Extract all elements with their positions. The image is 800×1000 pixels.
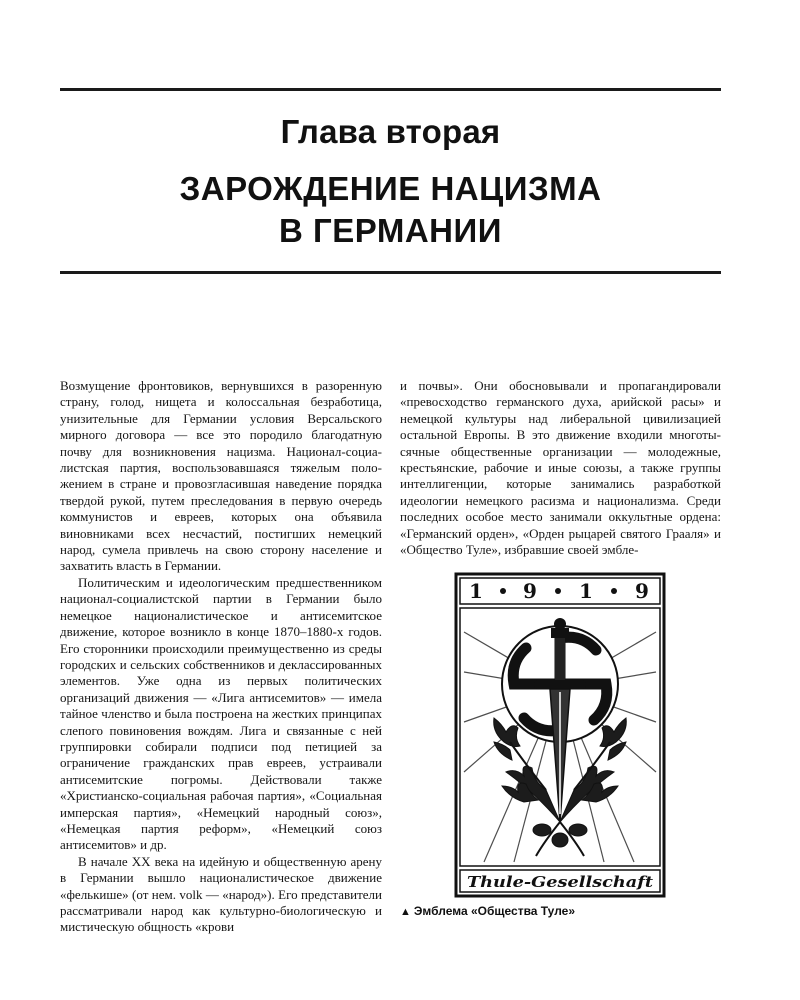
year-digit: 1: [469, 579, 483, 603]
chapter-title: [60, 168, 721, 252]
top-rule: [60, 88, 721, 91]
paragraph: В начале XX века на идейную и общественную арену в Германии вышло националистическое движение «фелькише» (от нем. volk — «народ»). Его представители рассматривали народ как культурно-биологическую и мистическую общность «крови: [60, 853, 382, 935]
chapter-title-line-1: ЗАРОЖДЕНИЕ НАЦИЗМА: [179, 170, 602, 207]
chapter-title-line-2: В ГЕРМАНИИ: [279, 212, 502, 249]
year-digit: 9: [635, 579, 649, 603]
bottom-rule: [60, 271, 721, 274]
emblem-image: [454, 572, 666, 898]
paragraph: и почвы». Они обосновывали и пропагандировали «превосходство германского духа, арийской расы» и немецкой культуры над либеральной цивилизацией остальной Европы. В это движение входили многотысячные общественные организации — молодежные, крестьянские, рабочие и иные союзы, а также группы интеллигенции, которые занимались разработкой идеологии немецкого расизма и национализма. Среди последних особое место занимали оккультные ордена: «Германский орден», «Орден рыцарей святого Грааля» и «Общество Туле», избравшие своей эмбле-: [400, 378, 721, 558]
emblem-bottom-text: Thule-Gesellschaft: [467, 873, 654, 891]
chapter-label: Глава вторая: [280, 113, 501, 150]
thule-society-emblem: [454, 572, 666, 898]
caption-text: Эмблема «Общества Туле»: [413, 904, 576, 918]
right-column: [400, 378, 721, 558]
figure-caption: [400, 904, 575, 918]
year-digit: 1: [579, 579, 593, 603]
paragraph: Политическим и идеологическим предшественником национал-социалистской партии в Германии было немецкое националистическое и антисемитское движение, которое возникло в конце 1870–1880-х годов. Его сторонники происходили преимущественно из среды городских и сельских собственников и деклассированных элементов. Уже одна из первых политических организаций движения — «Лига антисемитов» — имела тайное членство и была построена на жестких принципах слепого повиновения вождям. Лига и связанные с ней группировки собирали подписи под петицией за ограничение гражданских прав евреев, устраивали антисемитские погромы. Действовали также «Христианско-социальная рабочая партия», «Социальная имперская партия», «Немецкий народный союз», «Немецкая партия реформ», «Немецкий союз антисемитов» и др.: [60, 574, 382, 853]
year-digit: 9: [523, 579, 537, 603]
paragraph: Возмущение фронтовиков, вернувшихся в разоренную страну, голод, нищета и колоссальная безработица, унизительные для Германии условия Версальского мирного договора — все это породило благодатную почву для возникновения нацизма. Национал-социалистская партия, воспользовавшаяся тяжелым положением в стране и провозгласившая наведение порядка твердой рукой, путем преследования в первую очередь коммунистов и евреев, которых она объявила виновниками всех несчастий, постигших немецкий народ, сумела привлечь на свою сторону население и захватить власть в Германии.: [60, 378, 382, 574]
left-column: [60, 378, 382, 935]
triangle-marker-icon: ▲: [400, 906, 411, 918]
